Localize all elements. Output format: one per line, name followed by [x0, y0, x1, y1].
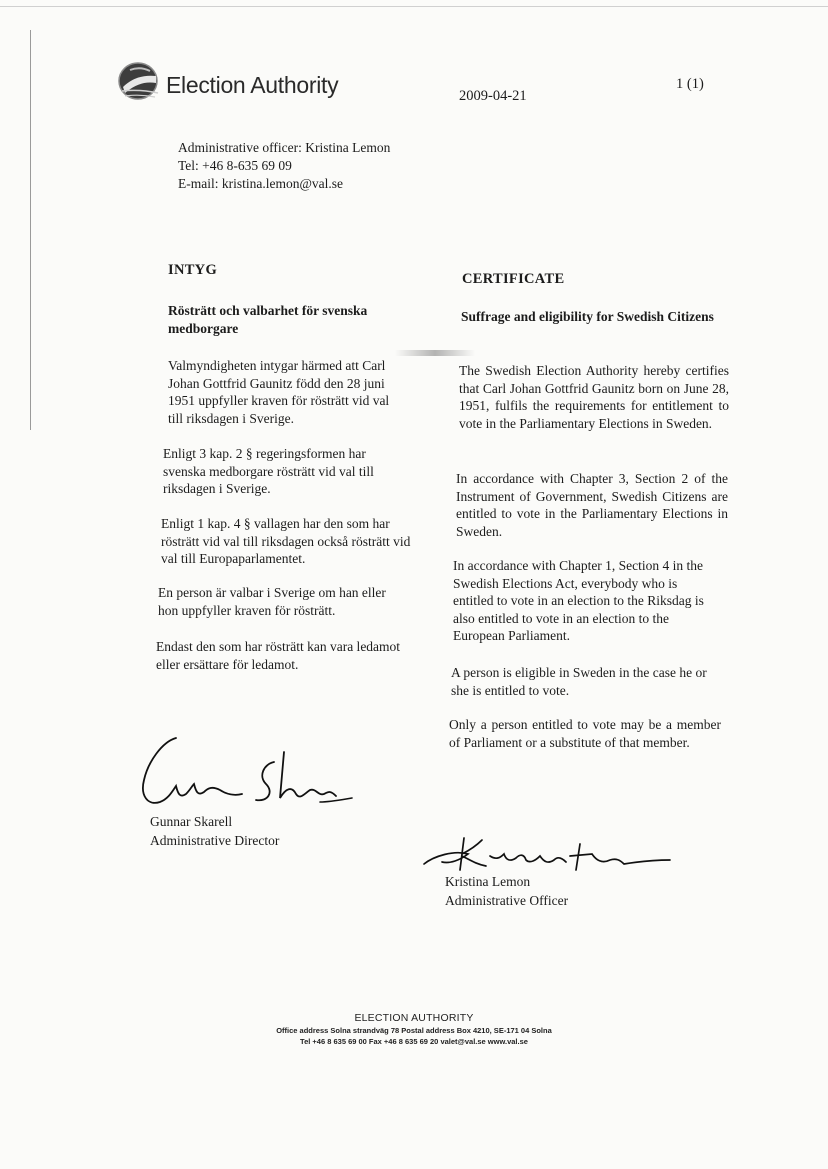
english-paragraph: In accordance with Chapter 1, Section 4 in the Swedish Elections Act, everybody who is entitled to vote in an election to the Riksdag is also entitled to vote in an election to the European Parliament. — [453, 558, 704, 643]
contact-tel: Tel: +46 8-635 69 09 — [178, 158, 292, 173]
english-subheading: Suffrage and eligibility for Swedish Citizens — [461, 309, 714, 324]
logo-wordmark: Election Authority — [166, 72, 339, 98]
signatory-2 — [445, 872, 568, 910]
signatory-title: Administrative Director — [150, 833, 280, 848]
swedish-paragraph: Enligt 1 kap. 4 § vallagen har den som har rösträtt vid val till riksdagen också rösträtt vid val till Europaparlamentet. — [161, 516, 411, 566]
scan-edge-left — [30, 30, 31, 430]
signatory-1 — [150, 812, 279, 850]
footer-title: ELECTION AUTHORITY — [354, 1012, 474, 1024]
signatory-name: Gunnar Skarell — [150, 814, 233, 829]
english-paragraph: A person is eligible in Sweden in the case he or she is entitled to vote. — [451, 665, 707, 698]
contact-email: E-mail: kristina.lemon@val.se — [178, 176, 344, 191]
swedish-heading: INTYG — [168, 262, 218, 278]
scan-smudge — [395, 350, 475, 356]
contact-officer: Administrative officer: Kristina Lemon — [178, 140, 391, 155]
contact-block — [178, 139, 390, 193]
gunnar-skarell-signature — [134, 732, 356, 812]
swedish-paragraph: Endast den som har rösträtt kan vara ledamot eller ersättare för ledamot. — [156, 639, 401, 672]
swedish-paragraph: Valmyndigheten intygar härmed att Carl Johan Gottfrid Gaunitz född den 28 juni 1951 uppfyller kraven för rösträtt vid val till riksdagen i Sverige. — [168, 358, 390, 426]
english-paragraph: The Swedish Election Authority hereby certifies that Carl Johan Gottfrid Gaunitz born on June 28, 1951, fulfils the requirements for entitlement to vote in the Parliamentary Elections in Sweden. — [459, 363, 729, 431]
election-authority-logo-icon — [116, 60, 162, 102]
document-date: 2009-04-21 — [459, 88, 527, 104]
footer-contact: Tel +46 8 635 69 00 Fax +46 8 635 69 20 valet@val.se www.val.se — [300, 1037, 528, 1046]
swedish-paragraph: En person är valbar i Sverige om han eller hon uppfyller kraven för rösträtt. — [158, 585, 386, 618]
page-number: 1 (1) — [676, 76, 704, 92]
english-paragraph: Only a person entitled to vote may be a member of Parliament or a substitute of that member. — [449, 717, 721, 750]
english-heading: CERTIFICATE — [462, 271, 565, 287]
english-paragraph: In accordance with Chapter 3, Section 2 of the Instrument of Government, Swedish Citizens are entitled to vote in the Parliamentary Elections in Sweden. — [456, 471, 728, 539]
signatory-name: Kristina Lemon — [445, 874, 531, 889]
kristina-lemon-signature — [420, 830, 672, 878]
swedish-paragraph: Enligt 3 kap. 2 § regeringsformen har svenska medborgare rösträtt vid val till riksdagen i Sverige. — [163, 446, 374, 496]
signatory-title: Administrative Officer — [445, 893, 569, 908]
footer-address: Office address Solna strandväg 78 Postal address Box 4210, SE-171 04 Solna — [276, 1026, 552, 1035]
scan-edge-top — [0, 6, 828, 7]
swedish-subheading: Rösträtt och valbarhet för svenska medborgare — [168, 303, 368, 336]
